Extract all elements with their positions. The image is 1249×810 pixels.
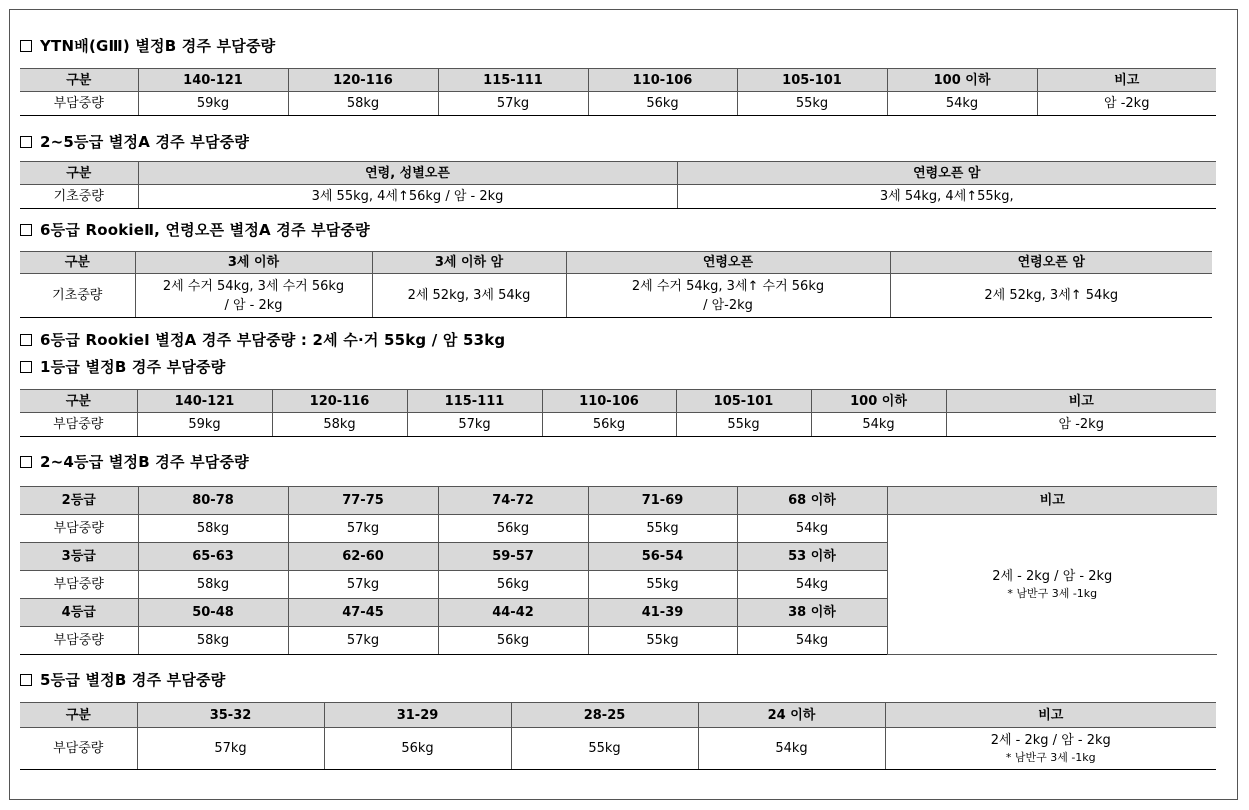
row-label-cell: 기초중량 (20, 185, 138, 209)
header-cell: 140-121 (137, 390, 272, 413)
header-cell: 연령오픈 암 (677, 162, 1216, 185)
header-cell: 77-75 (288, 487, 438, 515)
note-cell: 암 -2kg (1037, 92, 1216, 116)
header-cell: 구분 (20, 69, 138, 92)
header-cell: 65-63 (138, 543, 288, 571)
table-row (20, 185, 1216, 209)
header-cell: 74-72 (438, 487, 588, 515)
square-bullet-icon (20, 224, 32, 236)
table-header-row (20, 69, 1216, 92)
square-bullet-icon (20, 136, 32, 148)
header-cell: 24 이하 (698, 703, 885, 728)
header-cell: 구분 (20, 390, 137, 413)
section-title-grade2-4 (20, 451, 249, 472)
value-cell: 56kg (324, 728, 511, 770)
section-title-text: 6등급 RookieⅡ, 연령오픈 별정A 경주 부담중량 (40, 221, 370, 239)
value-cell: 55kg (588, 627, 737, 655)
value-cell: 59kg (137, 413, 272, 437)
table-row (20, 515, 1217, 543)
table-grade2-5-base (20, 161, 1216, 209)
value-cell: 3세 55kg, 4세↑56kg / 암 - 2kg (138, 185, 677, 209)
note-line: * 남반구 3세 -1kg (1007, 586, 1098, 600)
header-cell: 59-57 (438, 543, 588, 571)
header-cell: 110-106 (542, 390, 676, 413)
header-cell: 71-69 (588, 487, 737, 515)
value-cell: 55kg (511, 728, 698, 770)
header-cell: 100 이하 (811, 390, 946, 413)
header-cell: 105-101 (676, 390, 811, 413)
value-cell: 3세 54kg, 4세↑55kg, (677, 185, 1216, 209)
header-cell: 115-111 (438, 69, 588, 92)
value-cell (135, 274, 372, 318)
value-cell: 59kg (138, 92, 288, 116)
note-line: 2세 - 2kg / 암 - 2kg (990, 732, 1111, 748)
value-line: 2세 수거 54kg, 3세 수거 56kg (162, 278, 345, 294)
section-title-text: 1등급 별정B 경주 부담중량 (40, 358, 226, 376)
header-cell: 비고 (887, 487, 1217, 515)
value-cell: 54kg (698, 728, 885, 770)
value-line: 2세 수거 54kg, 3세↑ 수거 56kg (631, 278, 825, 294)
grade-label-cell: 2등급 (20, 487, 138, 515)
row-label-cell: 부담중량 (20, 413, 137, 437)
header-cell: 120-116 (288, 69, 438, 92)
section-title-text: 2~4등급 별정B 경주 부담중량 (40, 453, 249, 471)
header-cell: 31-29 (324, 703, 511, 728)
value-cell: 56kg (588, 92, 737, 116)
header-cell: 50-48 (138, 599, 288, 627)
header-cell: 28-25 (511, 703, 698, 728)
value-cell: 55kg (676, 413, 811, 437)
row-label-cell: 부담중량 (20, 728, 137, 770)
header-cell: 비고 (1037, 69, 1216, 92)
note-line: 2세 - 2kg / 암 - 2kg (992, 568, 1113, 584)
header-cell: 44-42 (438, 599, 588, 627)
note-cell: 암 -2kg (946, 413, 1216, 437)
header-cell: 3세 이하 암 (372, 252, 566, 274)
note-cell (885, 728, 1216, 770)
table-grade2-4-weights (20, 486, 1217, 655)
table-header-row (20, 252, 1212, 274)
header-cell: 53 이하 (737, 543, 887, 571)
value-cell: 58kg (272, 413, 407, 437)
header-cell: 구분 (20, 162, 138, 185)
square-bullet-icon (20, 456, 32, 468)
value-line: / 암-2kg (703, 297, 753, 313)
value-cell: 55kg (588, 515, 737, 543)
table-header-row (20, 703, 1216, 728)
header-cell: 연령오픈 암 (890, 252, 1212, 274)
table-ytn-weights (20, 68, 1216, 116)
section-title-ytn (20, 35, 275, 56)
row-label-cell: 부담중량 (20, 571, 138, 599)
header-cell: 80-78 (138, 487, 288, 515)
section-title-text: YTN배(GⅢ) 별정B 경주 부담중량 (40, 37, 276, 55)
value-cell: 56kg (438, 515, 588, 543)
header-cell: 3세 이하 (135, 252, 372, 274)
value-cell: 56kg (438, 627, 588, 655)
value-cell: 57kg (288, 627, 438, 655)
header-cell: 비고 (885, 703, 1216, 728)
header-cell: 35-32 (137, 703, 324, 728)
value-cell: 57kg (407, 413, 542, 437)
table-row (20, 92, 1216, 116)
section-title-text: 5등급 별정B 경주 부담중량 (40, 671, 226, 689)
header-cell: 120-116 (272, 390, 407, 413)
value-line: / 암 - 2kg (224, 297, 283, 313)
table-grade5-weights (20, 702, 1216, 770)
section-title-grade2-5 (20, 131, 249, 152)
value-cell: 54kg (737, 515, 887, 543)
value-cell: 54kg (737, 627, 887, 655)
grade-label-cell: 3등급 (20, 543, 138, 571)
header-cell: 115-111 (407, 390, 542, 413)
value-cell (566, 274, 890, 318)
value-cell: 54kg (811, 413, 946, 437)
note-line: * 남반구 3세 -1kg (1005, 750, 1096, 764)
header-cell: 100 이하 (887, 69, 1037, 92)
value-cell: 57kg (438, 92, 588, 116)
note-cell (887, 515, 1217, 655)
header-cell: 38 이하 (737, 599, 887, 627)
grade-header-row (20, 487, 1217, 515)
header-cell: 47-45 (288, 599, 438, 627)
value-cell: 57kg (137, 728, 324, 770)
value-cell: 58kg (138, 571, 288, 599)
table-row (20, 413, 1216, 437)
section-title-grade1 (20, 356, 225, 377)
value-cell: 57kg (288, 515, 438, 543)
table-row (20, 728, 1216, 770)
value-cell: 56kg (438, 571, 588, 599)
table-row (20, 274, 1212, 318)
header-cell: 연령오픈 (566, 252, 890, 274)
value-cell: 2세 52kg, 3세↑ 54kg (890, 274, 1212, 318)
header-cell: 구분 (20, 703, 137, 728)
value-cell: 56kg (542, 413, 676, 437)
value-cell: 58kg (138, 515, 288, 543)
section-title-grade5 (20, 669, 225, 690)
row-label-cell: 부담중량 (20, 515, 138, 543)
value-cell: 58kg (138, 627, 288, 655)
square-bullet-icon (20, 361, 32, 373)
row-label-cell: 부담중량 (20, 627, 138, 655)
value-cell: 58kg (288, 92, 438, 116)
section-title-text: 6등급 RookieⅠ 별정A 경주 부담중량 : 2세 수·거 55kg / 암 53kg (40, 331, 506, 349)
value-cell: 55kg (737, 92, 887, 116)
header-cell: 비고 (946, 390, 1216, 413)
value-cell: 57kg (288, 571, 438, 599)
value-cell: 54kg (737, 571, 887, 599)
header-cell: 110-106 (588, 69, 737, 92)
header-cell: 105-101 (737, 69, 887, 92)
square-bullet-icon (20, 40, 32, 52)
square-bullet-icon (20, 334, 32, 346)
header-cell: 62-60 (288, 543, 438, 571)
section-title-text: 2~5등급 별정A 경주 부담중량 (40, 133, 250, 151)
table-grade1-weights (20, 389, 1216, 437)
row-label-cell: 부담중량 (20, 92, 138, 116)
table-header-row (20, 162, 1216, 185)
value-cell: 54kg (887, 92, 1037, 116)
header-cell: 140-121 (138, 69, 288, 92)
square-bullet-icon (20, 674, 32, 686)
header-cell: 56-54 (588, 543, 737, 571)
section-title-rookie1 (20, 329, 505, 350)
header-cell: 41-39 (588, 599, 737, 627)
section-title-rookie2 (20, 219, 370, 240)
value-cell: 2세 52kg, 3세 54kg (372, 274, 566, 318)
table-header-row (20, 390, 1216, 413)
grade-label-cell: 4등급 (20, 599, 138, 627)
header-cell: 68 이하 (737, 487, 887, 515)
row-label-cell: 기초중량 (20, 274, 135, 318)
header-cell: 연령, 성별오픈 (138, 162, 677, 185)
value-cell: 55kg (588, 571, 737, 599)
header-cell: 구분 (20, 252, 135, 274)
table-rookie2-base (20, 251, 1212, 318)
